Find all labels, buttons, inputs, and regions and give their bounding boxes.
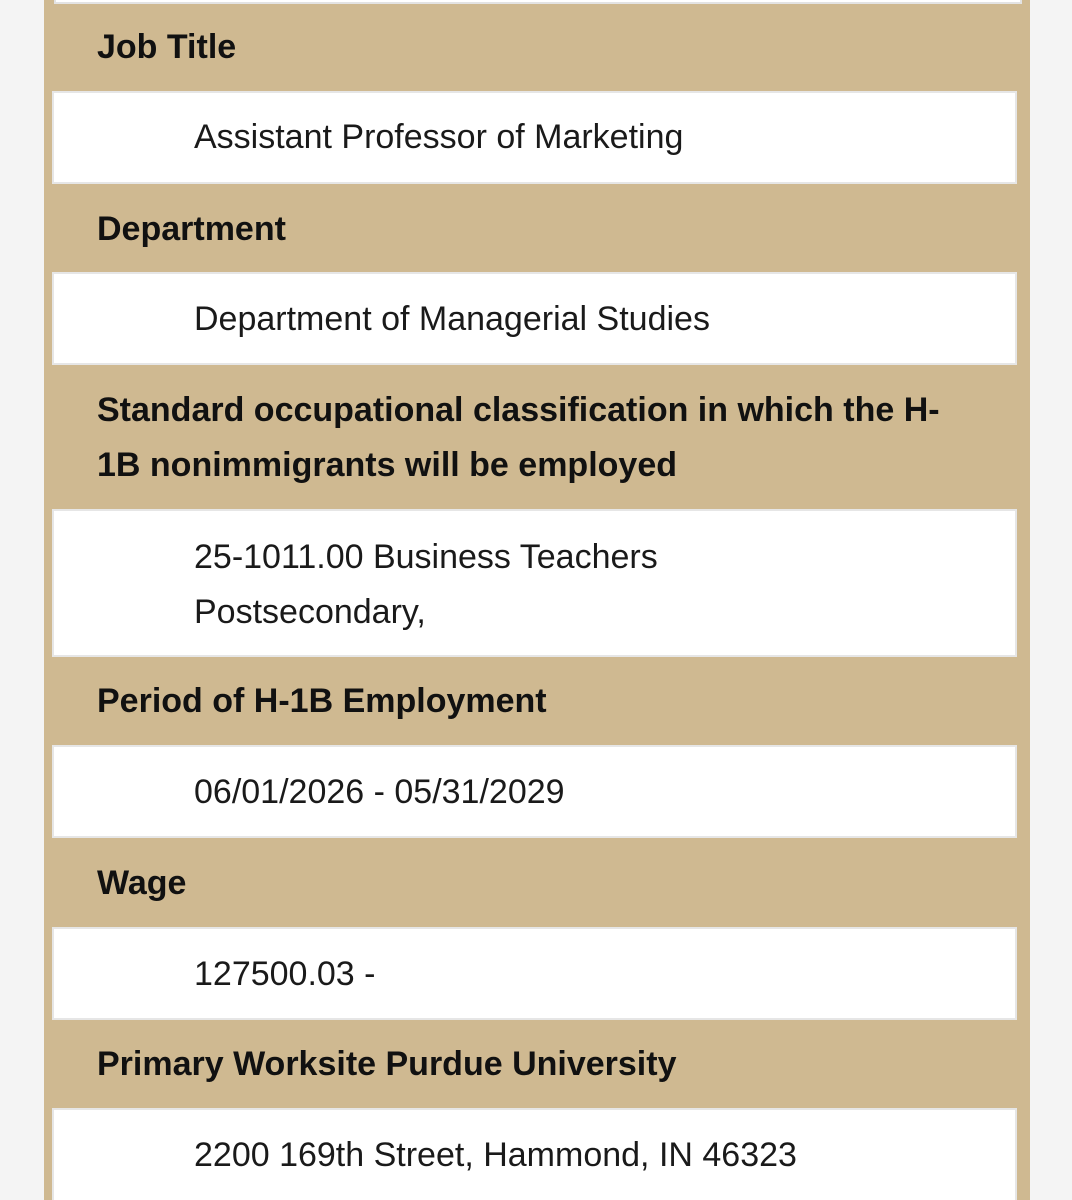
department-value: Department of Managerial Studies — [194, 300, 710, 338]
wage-value-box — [52, 927, 1017, 1020]
right-margin — [1030, 0, 1072, 1200]
period-label: Period of H-1B Employment — [97, 682, 547, 720]
record-panel — [44, 0, 1030, 1200]
job-title-value: Assistant Professor of Marketing — [194, 118, 684, 156]
job-title-value-box — [52, 91, 1017, 184]
soc-value: 25-1011.00 Business Teachers Postsecondary, — [194, 538, 658, 631]
soc-label: Standard occupational classification in which the H-1B nonimmigrants will be employed — [97, 391, 940, 484]
period-value-box — [52, 745, 1017, 838]
job-title-label: Job Title — [97, 28, 237, 66]
worksite-value-box — [52, 1108, 1017, 1200]
wage-label: Wage — [97, 864, 187, 902]
soc-value-box — [52, 509, 1017, 657]
department-label: Department — [97, 210, 286, 248]
wage-value: 127500.03 - — [194, 955, 376, 993]
left-margin — [0, 0, 44, 1200]
worksite-value: 2200 169th Street, Hammond, IN 46323 — [194, 1136, 797, 1174]
previous-value-cell — [54, 0, 1022, 4]
department-value-box — [52, 272, 1017, 365]
period-value: 06/01/2026 - 05/31/2029 — [194, 773, 565, 811]
worksite-label: Primary Worksite Purdue University — [97, 1045, 677, 1083]
